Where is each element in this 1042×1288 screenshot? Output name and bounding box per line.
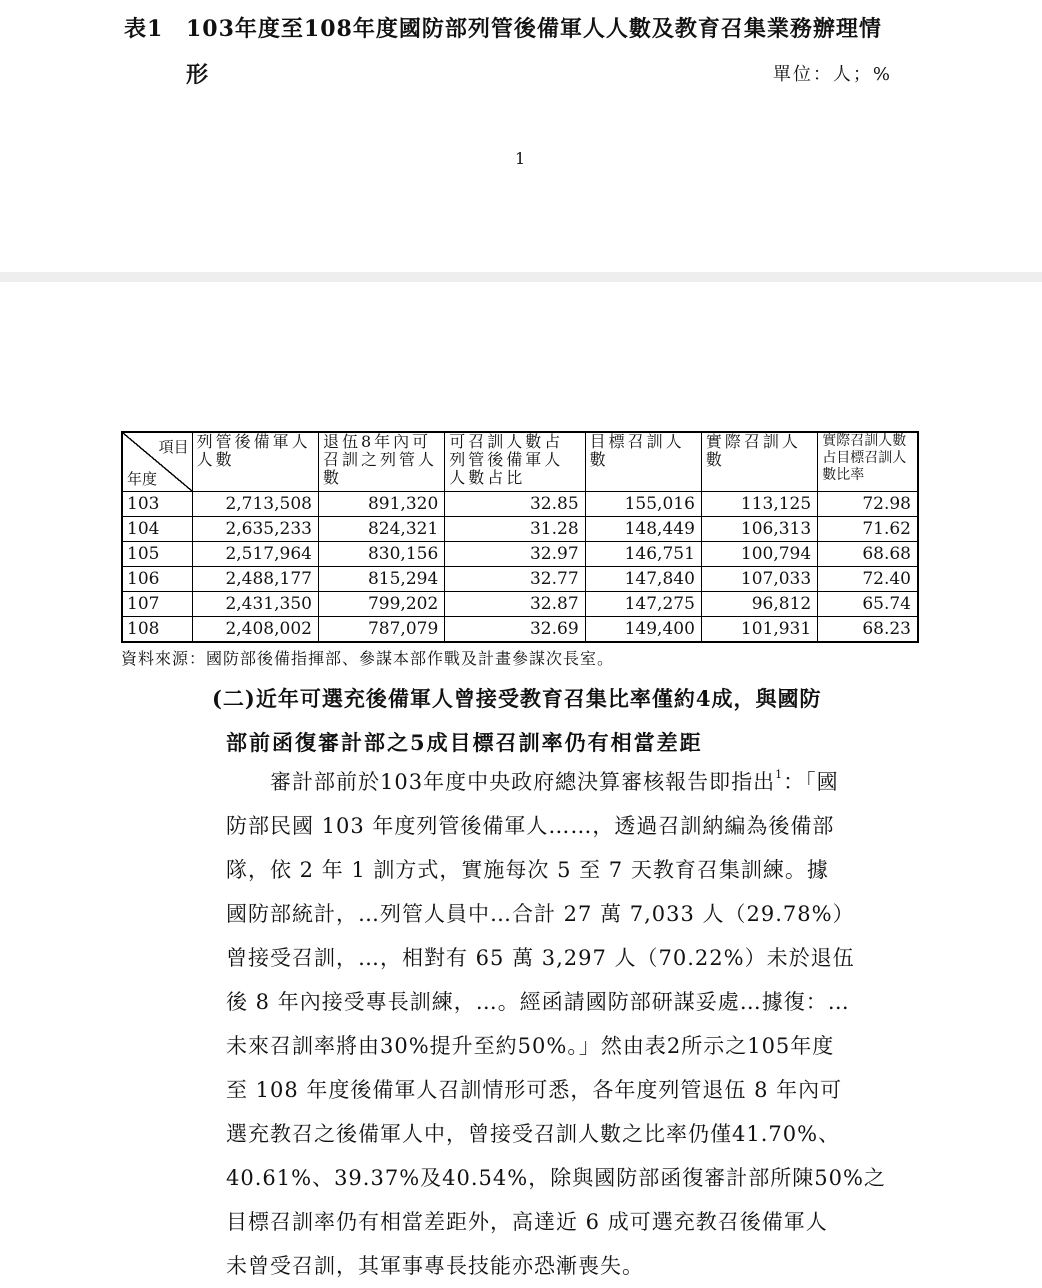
paragraph-line: 目標召訓率仍有相當差距外，高達近 6 成可選充教召後備軍人 [226, 1210, 828, 1234]
table-cell: 147,275 [585, 592, 701, 617]
table-cell: 2,408,002 [192, 617, 318, 643]
table-cell: 71.62 [818, 517, 918, 542]
paragraph-line: 未曾受召訓，其軍事專長技能亦恐漸喪失。 [226, 1254, 644, 1278]
paragraph-line: 曾接受召訓，…，相對有 65 萬 3,297 人（70.22%）未於退伍 [226, 946, 855, 970]
unit-label: 單位：人；% [772, 64, 892, 85]
table-cell: 72.98 [818, 492, 918, 517]
table-cell: 891,320 [318, 492, 444, 517]
year-cell: 103 [122, 492, 192, 517]
table-cell: 799,202 [318, 592, 444, 617]
table-cell: 32.97 [445, 542, 585, 567]
paragraph-line: 至 108 年度後備軍人召訓情形可悉，各年度列管退伍 8 年內可 [226, 1078, 843, 1102]
paragraph-line: 選充教召之後備軍人中，曾接受召訓人數之比率仍僅41.70%、 [226, 1122, 841, 1146]
page-separator [0, 272, 1042, 282]
column-header: 可召訓人數占列管後備軍人人數占比 [445, 432, 585, 492]
table-row [122, 617, 918, 643]
table-cell: 148,449 [585, 517, 701, 542]
table-cell: 2,635,233 [192, 517, 318, 542]
caption-label: 表1 [124, 16, 164, 42]
column-header: 實際召訓人數 [701, 432, 817, 492]
paragraph-line: 未來召訓率將由30%提升至約50%。」然由表2所示之105年度 [226, 1034, 835, 1058]
caption-title: 103年度至108年度國防部列管後備軍人人數及教育召集業務辦理情 [186, 16, 882, 42]
section-heading: (二)近年可選充後備軍人曾接受教育召集比率僅約4成，與國防 [212, 686, 822, 711]
year-cell: 105 [122, 542, 192, 567]
table-cell: 100,794 [701, 542, 817, 567]
table-caption [124, 12, 882, 43]
table-cell: 787,079 [318, 617, 444, 643]
paragraph-line: 40.61%、39.37%及40.54%，除與國防部函復審計部所陳50%之 [226, 1166, 886, 1190]
table-row [122, 542, 918, 567]
data-table [121, 431, 919, 643]
year-cell: 107 [122, 592, 192, 617]
table-cell: 68.23 [818, 617, 918, 643]
year-cell: 108 [122, 617, 192, 643]
table-cell: 65.74 [818, 592, 918, 617]
table-row [122, 567, 918, 592]
table-cell: 68.68 [818, 542, 918, 567]
table-row [122, 492, 918, 517]
page-number: 1 [515, 149, 526, 168]
corner-item-label: 項目 [158, 438, 189, 456]
previous-page [0, 0, 1042, 272]
table-cell: 31.28 [445, 517, 585, 542]
table-cell: 830,156 [318, 542, 444, 567]
column-header: 列管後備軍人人數 [192, 432, 318, 492]
paragraph-text: ：「國 [783, 770, 839, 794]
column-header: 退伍8年內可召訓之列管人數 [318, 432, 444, 492]
table-cell: 155,016 [585, 492, 701, 517]
table-cell: 101,931 [701, 617, 817, 643]
paragraph-text: 審計部前於103年度中央政府總決算審核報告即指出 [270, 770, 776, 794]
table-cell: 107,033 [701, 567, 817, 592]
table-cell: 32.77 [445, 567, 585, 592]
column-header: 目標召訓人數 [585, 432, 701, 492]
footnote-marker[interactable]: 1 [775, 768, 784, 781]
table-cell: 113,125 [701, 492, 817, 517]
table-cell: 815,294 [318, 567, 444, 592]
table-cell: 96,812 [701, 592, 817, 617]
table-cell: 147,840 [585, 567, 701, 592]
paragraph-line: 後 8 年內接受專長訓練，…。經函請國防部研謀妥處…據復：… [226, 990, 850, 1014]
column-header: 實際召訓人數占目標召訓人數比率 [818, 432, 918, 492]
table-cell: 106,313 [701, 517, 817, 542]
corner-header [122, 432, 192, 492]
table-cell: 2,431,350 [192, 592, 318, 617]
section-heading-continued: 部前函復審計部之5成目標召訓率仍有相當差距 [226, 730, 703, 755]
table-row [122, 592, 918, 617]
source-note: 資料來源：國防部後備指揮部、參謀本部作戰及計畫參謀次長室。 [121, 649, 615, 668]
table-cell: 824,321 [318, 517, 444, 542]
year-cell: 106 [122, 567, 192, 592]
table-cell: 72.40 [818, 567, 918, 592]
table-cell: 2,488,177 [192, 567, 318, 592]
year-cell: 104 [122, 517, 192, 542]
table-cell: 2,713,508 [192, 492, 318, 517]
table-cell: 146,751 [585, 542, 701, 567]
paragraph-line [226, 760, 906, 804]
table-cell: 32.87 [445, 592, 585, 617]
table-header-row [122, 432, 918, 492]
caption-title-continued: 形 [186, 62, 209, 88]
body-paragraph [226, 760, 906, 1288]
table-cell: 32.85 [445, 492, 585, 517]
paragraph-line: 防部民國 103 年度列管後備軍人……，透過召訓納編為後備部 [226, 814, 835, 838]
paragraph-line: 國防部統計，…列管人員中…合計 27 萬 7,033 人（29.78%） [226, 902, 855, 926]
table-cell: 149,400 [585, 617, 701, 643]
table-cell: 32.69 [445, 617, 585, 643]
paragraph-line: 隊，依 2 年 1 訓方式，實施每次 5 至 7 天教育召集訓練。據 [226, 858, 829, 882]
table-row [122, 517, 918, 542]
corner-year-label: 年度 [127, 470, 158, 488]
table-cell: 2,517,964 [192, 542, 318, 567]
